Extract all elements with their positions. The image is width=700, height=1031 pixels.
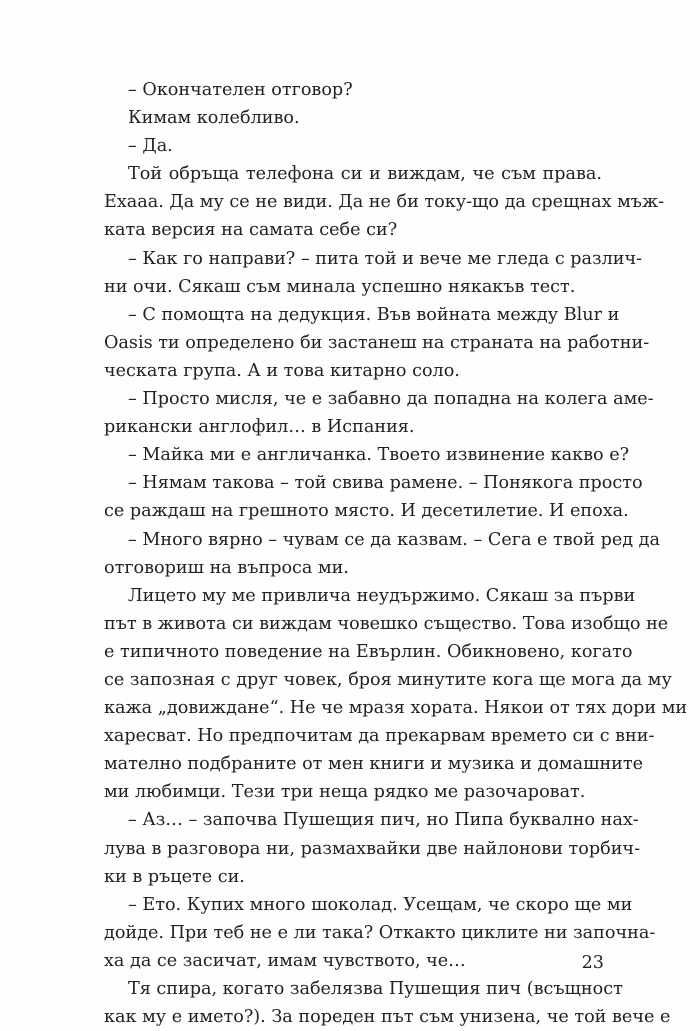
text-line: дойде. При теб не е ли така? Откакто циклите ни започна- (104, 922, 656, 943)
text-line: – Майка ми е англичанка. Твоето извинение какво е? (128, 445, 630, 466)
text-line: се раждаш на грешното място. И десетилетие. И епоха. (104, 501, 629, 522)
text-line: кажа „довиждане“. Не че мразя хората. Някои от тях дори ми (104, 698, 688, 719)
text-line: – Окончателен отговор? (128, 80, 353, 100)
text-line: Лицето му ме привлича неудържимо. Сякаш за първи (128, 585, 636, 606)
text-line: харесват. Но предпочитам да прекарвам времето си с вни- (104, 726, 655, 747)
text-line: как му е името?). За пореден път съм унизена, че той вече е (104, 1007, 671, 1028)
text-line: е типичното поведение на Евърлин. Обикновено, когато (104, 641, 633, 662)
text-line: – Аз… – започва Пушещия пич, но Пипа буквално нах- (128, 810, 639, 831)
text-line: мателно подбраните от мен книги и музика и домашните (104, 754, 644, 775)
text-line: рикански англофил… в Испания. (104, 417, 415, 438)
text-line: ха да се засичат, имам чувството, че… (104, 950, 466, 971)
text-line: – Ето. Купих много шоколад. Усещам, че скоро ще ми (128, 894, 633, 915)
text-line: – С помощта на дедукция. Във войната между Blur и (128, 304, 620, 325)
body-text (104, 76, 688, 1031)
text-line: се запозная с друг човек, броя минутите кога ще мога да му (104, 669, 672, 690)
text-line: Кимам колебливо. (128, 108, 300, 129)
text-line: ческата група. А и това китарно соло. (104, 360, 460, 381)
text-line: – Просто мисля, че е забавно да попадна на колега аме- (128, 389, 654, 410)
page-number: 23 (581, 953, 604, 973)
text-line: – Да. (128, 136, 173, 157)
text-line: Ехааа. Да му се не види. Да не би току-що да срещнах мъж- (104, 192, 665, 213)
text-line: ни очи. Сякаш съм минала успешно някакъв тест. (104, 276, 576, 297)
text-line: ки в ръцете си. (104, 866, 245, 887)
text-line: Тя спира, когато забелязва Пушещия пич (всъщност (128, 979, 623, 999)
text-line: лува в разговора ни, размахвайки две найлонови торбич- (104, 838, 641, 859)
text-line: ми любимци. Тези три неща рядко ме разочароват. (104, 782, 586, 803)
text-line: – Нямам такова – той свива рамене. – Понякога просто (128, 473, 643, 494)
text-line: отговориш на въпроса ми. (104, 557, 349, 578)
text-line: – Как го направи? – пита той и вече ме гледа с различ- (128, 248, 643, 269)
text-line: – Много вярно – чувам се да казвам. – Сега е твой ред да (128, 529, 661, 550)
text-line: Той обръща телефона си и виждам, че съм права. (128, 164, 602, 185)
text-line: Oasis ти определено би застанеш на страната на работни- (104, 332, 650, 353)
text-line: път в живота си виждам човешко същество. Това изобщо не (104, 613, 669, 634)
text-line: ката версия на самата себе си? (104, 220, 398, 241)
